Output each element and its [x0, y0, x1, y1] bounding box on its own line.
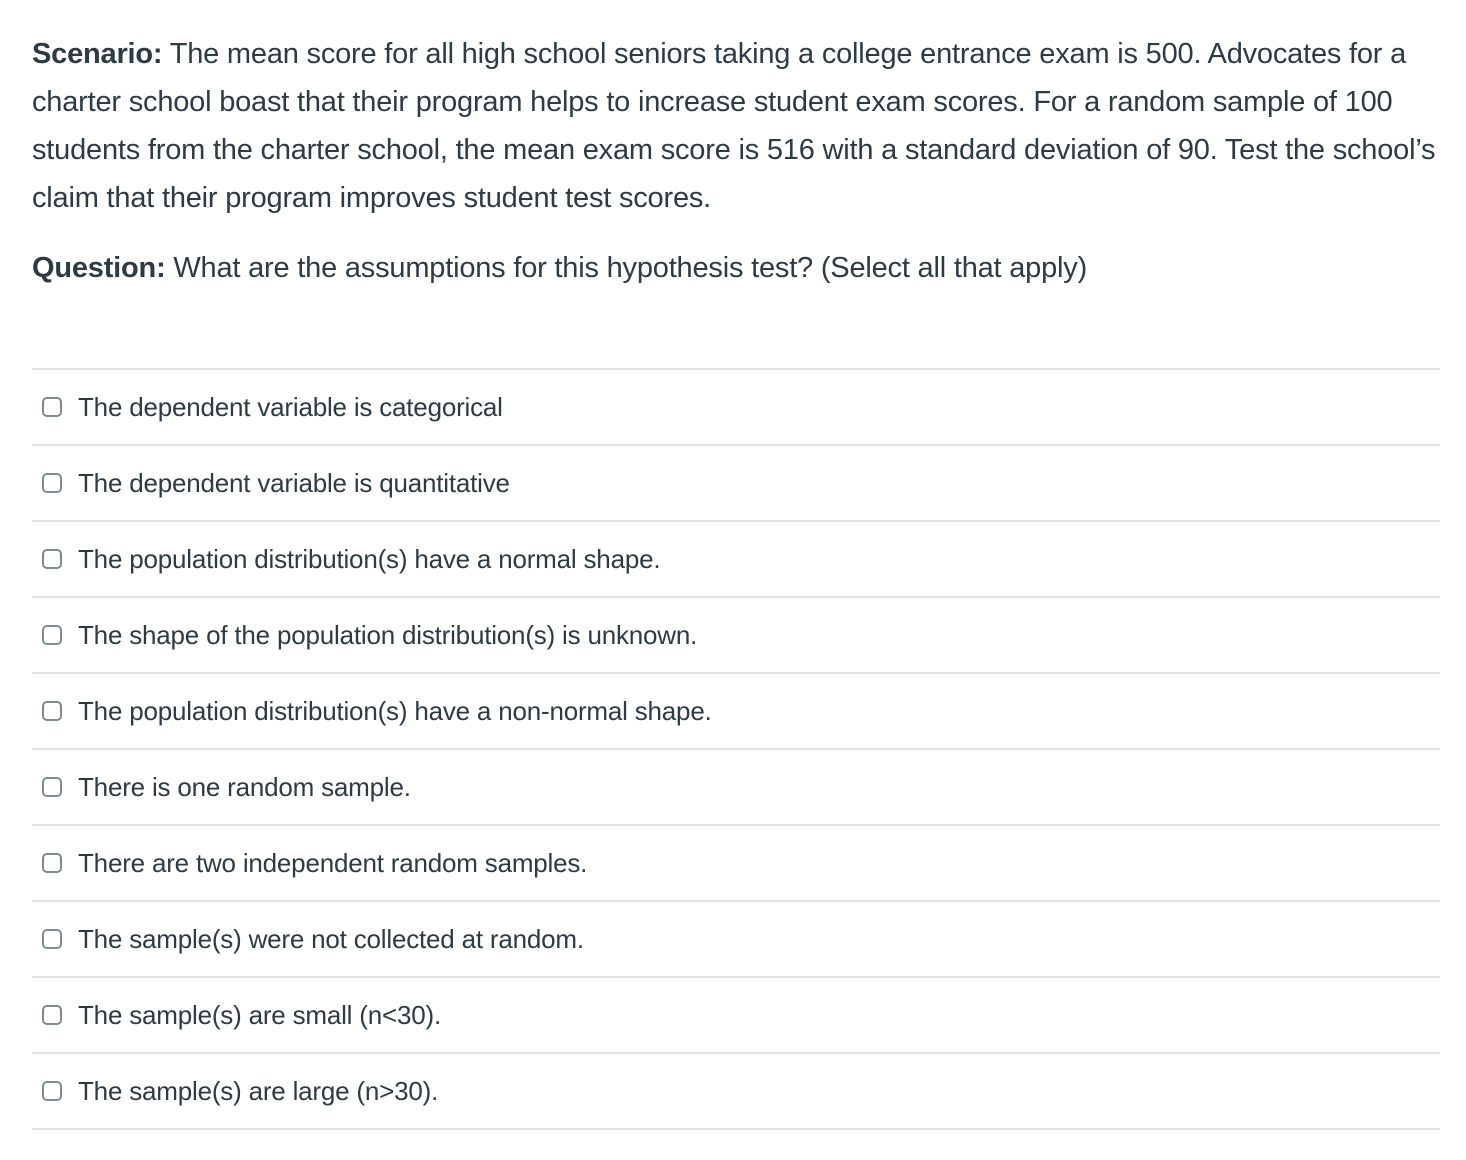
- answer-label: The shape of the population distribution(s) is unknown.: [78, 619, 698, 650]
- scenario-text: [32, 30, 1440, 222]
- checkbox[interactable]: [42, 397, 62, 417]
- answer-label: The dependent variable is quantitative: [78, 467, 510, 498]
- checkbox[interactable]: [42, 777, 62, 797]
- answer-label: The dependent variable is categorical: [78, 391, 503, 422]
- checkbox[interactable]: [42, 701, 62, 721]
- answer-option[interactable]: [32, 522, 1440, 598]
- answer-label: There is one random sample.: [78, 771, 411, 802]
- answer-label: The population distribution(s) have a non-normal shape.: [78, 695, 712, 726]
- answer-label: The sample(s) are large (n>30).: [78, 1075, 439, 1106]
- answer-option[interactable]: [32, 674, 1440, 750]
- checkbox[interactable]: [42, 473, 62, 493]
- question-text: [32, 244, 1440, 292]
- question-content: [32, 30, 1440, 292]
- answer-option[interactable]: [32, 370, 1440, 446]
- scenario-lead: Scenario:: [32, 38, 163, 70]
- checkbox[interactable]: [42, 1081, 62, 1101]
- answer-option[interactable]: [32, 750, 1440, 826]
- question-body: What are the assumptions for this hypothesis test? (Select all that apply): [173, 252, 1088, 284]
- answer-option[interactable]: [32, 978, 1440, 1054]
- scenario-body: The mean score for all high school seniors taking a college entrance exam is 500. Advocates for a charter school boast that their program helps to increase student exam scores. For a random sample of 100 students from the charter school, the mean exam score is 516 with a standard deviation of 90. Test the school’s claim that their program improves student test scores.: [32, 38, 1436, 214]
- answer-label: The sample(s) are small (n<30).: [78, 999, 441, 1030]
- answer-option[interactable]: [32, 902, 1440, 978]
- checkbox[interactable]: [42, 929, 62, 949]
- answer-option[interactable]: [32, 598, 1440, 674]
- checkbox[interactable]: [42, 853, 62, 873]
- answer-option[interactable]: [32, 1054, 1440, 1130]
- answer-label: The sample(s) were not collected at random.: [78, 923, 584, 954]
- checkbox[interactable]: [42, 1005, 62, 1025]
- answer-label: There are two independent random samples.: [78, 847, 588, 878]
- question-lead: Question:: [32, 252, 166, 284]
- checkbox[interactable]: [42, 625, 62, 645]
- answer-label: The population distribution(s) have a normal shape.: [78, 543, 661, 574]
- checkbox[interactable]: [42, 549, 62, 569]
- answer-list: [32, 368, 1440, 1130]
- answer-option[interactable]: [32, 826, 1440, 902]
- answer-option[interactable]: [32, 446, 1440, 522]
